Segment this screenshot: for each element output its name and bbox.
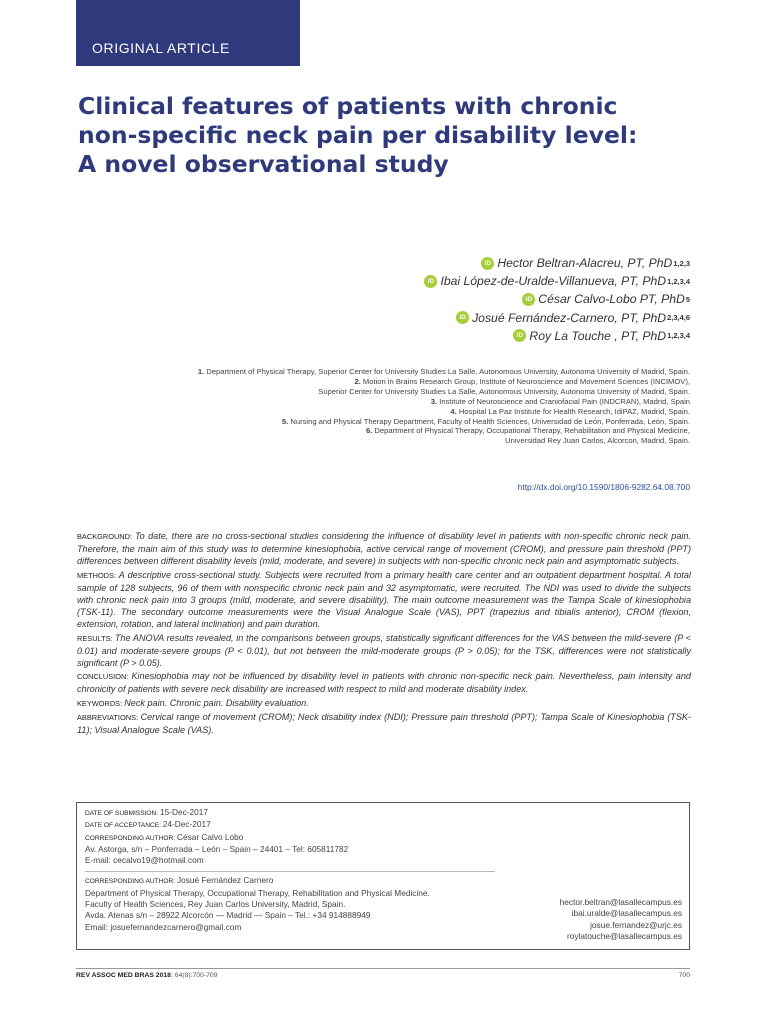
affiliation-text: Superior Center for University Studies La Salle, Autonomous University, Autonoma University of Madrid, Spain. xyxy=(318,386,690,396)
affiliation-line xyxy=(90,387,690,397)
abstract-section-text: Kinesiophobia may not be influenced by disability level in patients with chronic non-specific neck pain. Nevertheless, pain intensity and chronicity of patients with severe neck disability are increased with respect to mild and moderate disability index. xyxy=(77,671,691,695)
author-email[interactable]: roylatouche@lasallecampus.es xyxy=(567,930,682,941)
page-number: 700 xyxy=(678,972,690,979)
author-email[interactable]: josue.fernandez@urjc.es xyxy=(590,919,682,930)
corresponding-author-name: César Calvo Lobo xyxy=(176,831,244,842)
affiliation-text: Hospital La Paz Institute for Health Research, IdiPAZ, Madrid, Spain. xyxy=(458,406,690,416)
corresponding-author-label: CORRESPONDING AUTHOR: xyxy=(85,878,177,886)
affiliation-text: Nursing and Physical Therapy Department, Faculty of Health Sciences, Universidad de León, Ponferrada, León, Spain. xyxy=(290,416,690,426)
keywords-label: KEYWORDS: xyxy=(77,698,125,708)
author-entry xyxy=(424,309,690,327)
author-list xyxy=(424,254,690,345)
journal-citation xyxy=(76,972,217,979)
author-email[interactable]: ibai.uralde@lasallecampus.es xyxy=(571,908,682,919)
author-name: Josué Fernández-Carnero, PT, PhD xyxy=(472,310,667,325)
corresponding-address-line: Avda. Atenas s/n – 28922 Alcorcón — Madrid — Spain – Tel.: +34 914888949 xyxy=(85,910,371,921)
abstract-section-label: METHODS: xyxy=(77,570,119,580)
abstract-section-label: RESULTS: xyxy=(77,633,115,643)
affiliation-text: Department of Physical Therapy, Occupational Therapy, Rehabilitation and Physical Medicine, xyxy=(374,426,690,436)
corresponding-email: Email: josuefernandezcarnero@gmail.com xyxy=(85,921,242,932)
corresponding-address-line: Department of Physical Therapy, Occupational Therapy, Rehabilitation and Physical Medicine. xyxy=(85,887,430,898)
affiliation-line xyxy=(90,426,690,436)
author-name: César Calvo-Lobo PT, PhD xyxy=(538,292,685,307)
affiliation-number: 3. xyxy=(430,396,438,406)
acceptance-date xyxy=(85,819,525,831)
affiliation-number: 5. xyxy=(281,416,289,426)
author-affiliation-numbers: 1,2,3 xyxy=(673,258,690,268)
submission-date-value: 15-Dec-2017 xyxy=(159,807,208,817)
article-type-banner xyxy=(76,0,300,66)
author-entry xyxy=(424,272,690,290)
abstract-section-label: BACKGROUND: xyxy=(77,532,135,541)
affiliation-line xyxy=(90,436,690,446)
abstract xyxy=(77,530,691,738)
keywords-text: Neck pain. Chronic pain. Disability evaluation. xyxy=(124,697,309,708)
affiliation-line xyxy=(90,407,690,417)
abstract-section-text: The ANOVA results revealed, in the comparisons between groups, statistically significant differences for the VAS between the mild-severe (P < 0.01) and moderate-severe groups (P < 0.01), but not between the mild-moderate groups (P > 0.05); for the TSK, differences were not statistically significant (P > 0.05). xyxy=(77,632,691,668)
affiliation-line xyxy=(90,367,690,377)
article-title xyxy=(78,92,678,179)
author-entry xyxy=(424,327,690,345)
abstract-paragraph xyxy=(77,632,691,669)
corresponding-author-name: Josué Fernández Carnero xyxy=(176,875,274,886)
submission-info-box xyxy=(76,802,690,950)
affiliation-number: 2. xyxy=(354,376,361,386)
abstract-paragraph xyxy=(77,569,691,630)
corresponding-author-1 xyxy=(85,832,525,844)
affiliation-text: Universidad Rey Juan Carlos, Alcorcon, Madrid, Spain. xyxy=(505,436,690,446)
article-type-label: ORIGINAL ARTICLE xyxy=(92,40,230,56)
journal-name: REV ASSOC MED BRAS 2018 xyxy=(76,972,171,979)
abbreviations-text: Cervical range of movement (CROM); Neck disability index (NDI); Pressure pain threshold (PPT); Tampa Scale of Kinesiophobia (TSK-11); Visual Analogue Scale (VAS). xyxy=(77,712,691,736)
title-line: A novel observational study xyxy=(78,150,449,178)
abstract-section-text: A descriptive cross-sectional study. Subjects were recruited from a primary health care center and an outpatient department hospital. A total sample of 128 subjects, 96 of them with nonspecific chronic neck pain and 32 asymptomatic, were recruited. The NDI was used to divide the subjects with chronic neck pain into 3 groups (mild, moderate, and severe disability). The main outcome measurement was the Tampa Scale of kinesiophobia (TSK-11). The secondary outcome measurements were the Visual Analogue Scale (VAS), PPT (trapezius and tibialis anterior), CROM (flexion, extension, rotation, and lateral inclination) and pain duration. xyxy=(77,569,691,630)
author-entry xyxy=(424,290,690,308)
author-name: Roy La Touche , PT, PhD xyxy=(529,328,667,343)
author-entry xyxy=(424,254,690,272)
orcid-icon[interactable]: iD xyxy=(513,329,526,342)
doi-link[interactable]: http://dx.doi.org/10.1590/1806-9282.64.08.700 xyxy=(517,482,690,492)
affiliation-number: 6. xyxy=(365,426,373,436)
author-affiliation-numbers: 2,3,4,6 xyxy=(667,313,690,323)
submission-info xyxy=(85,807,525,933)
orcid-icon[interactable]: iD xyxy=(456,311,469,324)
affiliation-text: Motion in Brains Research Group, Institute of Neuroscience and Movement Sciences (INCIMOV), xyxy=(362,376,690,386)
affiliation-line xyxy=(90,377,690,387)
affiliation-text: Department of Physical Therapy, Superior Center for University Studies La Salle, Autonomous University, Autonoma University of Madrid, Spain. xyxy=(206,367,690,376)
title-line: Clinical features of patients with chronic xyxy=(78,92,618,120)
orcid-icon[interactable]: iD xyxy=(522,293,535,306)
abbreviations-label: ABBREVIATIONS: xyxy=(77,713,141,723)
corresponding-address: Av. Astorga, s/n – Ponferrada – León – Spain – 24401 – Tel: 605811782 xyxy=(85,843,349,854)
affiliation-text: Institute of Neuroscience and Craniofacial Pain (INDCRAN), Madrid, Spain xyxy=(439,396,690,406)
submission-date xyxy=(85,807,525,819)
abbreviations-paragraph xyxy=(77,711,691,736)
footer-rule xyxy=(76,968,690,969)
abstract-section-text: To date, there are no cross-sectional studies considering the influence of disability level in patients with non-specific chronic neck pain. Therefore, the main aim of this study was to determine kinesiophobia, active cervical range of movement (CROM), and pressure pain threshold (PPT) differences between different disability levels (mild, moderate, and severe) in subjects with non-specific chronic neck pain and asymptomatic subjects. xyxy=(77,531,691,567)
affiliations xyxy=(90,367,690,446)
title-line: non-specific neck pain per disability level: xyxy=(78,121,638,149)
abstract-paragraph xyxy=(77,670,691,695)
author-affiliation-numbers: 1,2,3,4 xyxy=(667,276,690,286)
orcid-icon[interactable]: iD xyxy=(424,275,437,288)
author-emails xyxy=(560,897,682,942)
affiliation-line xyxy=(90,397,690,407)
submission-date-label: DATE OF SUBMISSION: xyxy=(85,810,160,817)
author-email[interactable]: hector.beltran@lasallecampus.es xyxy=(559,897,682,907)
abstract-section-label: CONCLUSION: xyxy=(77,672,132,682)
corresponding-email: E-mail: cecalvo19@hotmail.com xyxy=(85,855,204,866)
affiliation-number: 1. xyxy=(197,367,205,376)
author-name: Ibai López-de-Uralde-Villanueva, PT, PhD xyxy=(440,274,667,289)
orcid-icon[interactable]: iD xyxy=(481,257,494,270)
abstract-paragraph xyxy=(77,530,691,567)
info-divider xyxy=(85,871,495,872)
corresponding-address-line: Faculty of Health Sciences, Rey Juan Carlos University, Madrid, Spain. xyxy=(85,899,346,910)
affiliation-line xyxy=(90,417,690,427)
author-affiliation-numbers: 5 xyxy=(685,294,690,304)
author-name: Hector Beltran-Alacreu, PT, PhD xyxy=(497,256,673,271)
acceptance-date-label: DATE OF ACCEPTANCE: xyxy=(85,822,163,830)
corresponding-author-label: CORRESPONDING AUTHOR: xyxy=(85,834,177,842)
affiliation-number: 4. xyxy=(450,406,457,416)
author-affiliation-numbers: 1,2,3,4 xyxy=(667,331,690,341)
keywords-paragraph xyxy=(77,697,691,710)
corresponding-author-2 xyxy=(85,875,525,887)
acceptance-date-value: 24-Dec-2017 xyxy=(162,819,211,830)
journal-volume: ; 64(8):700-709 xyxy=(170,972,218,979)
